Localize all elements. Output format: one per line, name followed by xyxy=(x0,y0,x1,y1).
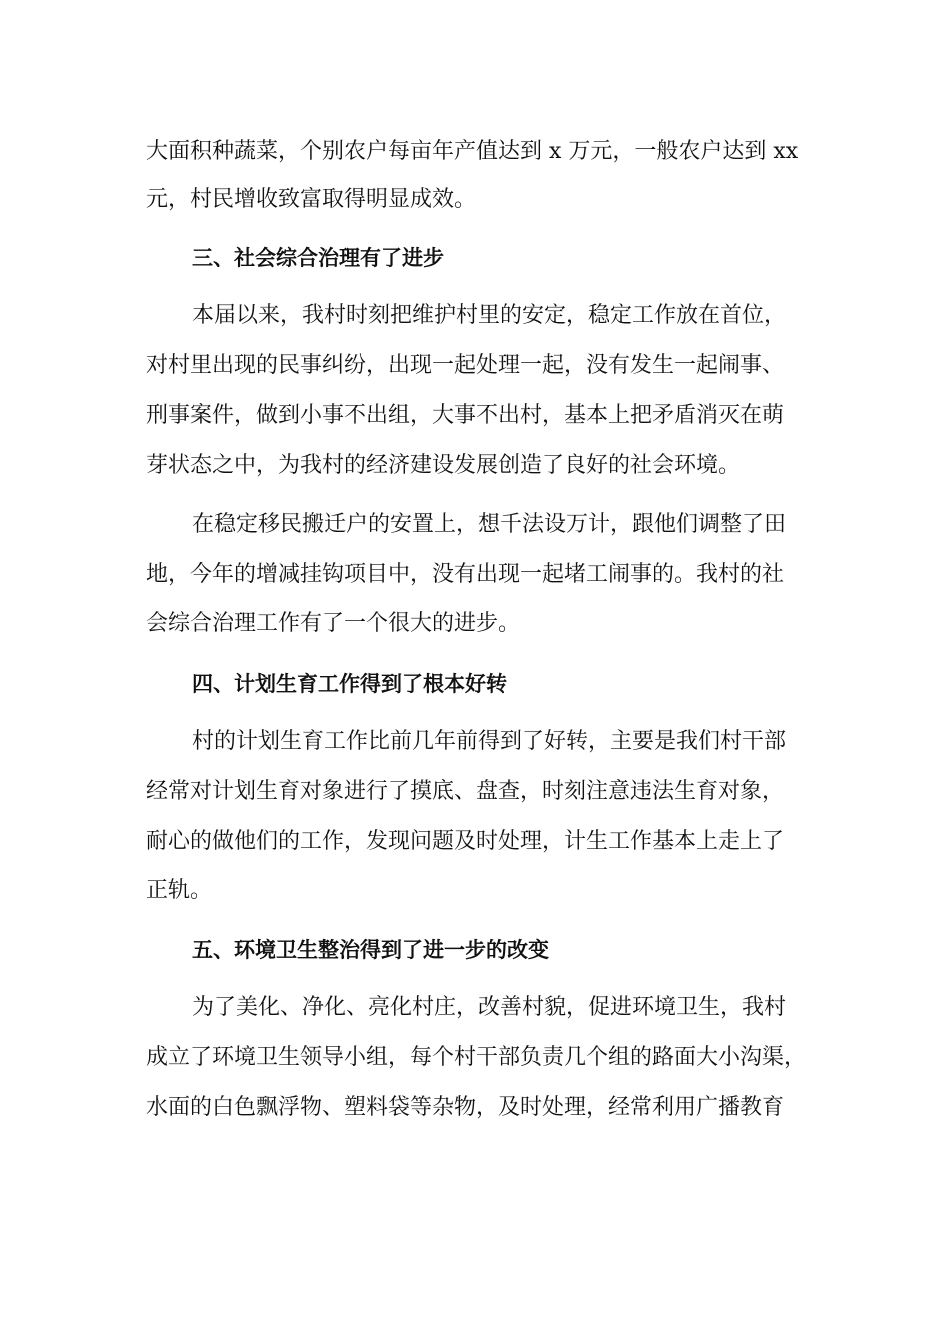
section-heading-3: 三、社会综合治理有了进步 xyxy=(192,246,444,270)
body-text-line: 元，村民增收致富取得明显成效。 xyxy=(146,187,477,212)
body-text-line: 在稳定移民搬迁户的安置上，想千法设万计，跟他们调整了田 xyxy=(192,512,787,537)
body-text-line: 经常对计划生育对象进行了摸底、盘查，时刻注意违法生育对象， xyxy=(146,779,785,804)
body-text-line: 本届以来，我村时刻把维护村里的安定，稳定工作放在首位， xyxy=(192,303,787,328)
body-text-line: 会综合治理工作有了一个很大的进步。 xyxy=(146,611,521,636)
section-heading-4: 四、计划生育工作得到了根本好转 xyxy=(192,672,507,696)
body-text-line: 水面的白色飘浮物、塑料袋等杂物，及时处理，经常利用广播教育 xyxy=(146,1095,785,1120)
body-text-line: 芽状态之中，为我村的经济建设发展创造了良好的社会环境。 xyxy=(146,453,741,478)
body-text-line: 刑事案件，做到小事不出组，大事不出村，基本上把矛盾消灭在萌 xyxy=(146,403,785,428)
body-text-line: 耐心的做他们的工作，发现问题及时处理，计生工作基本上走上了 xyxy=(146,829,785,854)
body-text-line: 地，今年的增减挂钩项目中，没有出现一起堵工闹事的。我村的社 xyxy=(146,562,785,587)
body-text-line: 大面积种蔬菜，个别农户每亩年产值达到 x 万元，一般农户达到 xx xyxy=(146,139,799,164)
body-text-line: 正轨。 xyxy=(146,878,213,903)
body-text-line: 成立了环境卫生领导小组，每个村干部负责几个组的路面大小沟渠， xyxy=(146,1045,807,1070)
body-text-line: 对村里出现的民事纠纷，出现一起处理一起，没有发生一起闹事、 xyxy=(146,353,785,378)
body-text-line: 为了美化、净化、亮化村庄，改善村貌，促进环境卫生，我村 xyxy=(192,995,787,1020)
section-heading-5: 五、环境卫生整治得到了进一步的改变 xyxy=(192,938,549,962)
body-text-line: 村的计划生育工作比前几年前得到了好转，主要是我们村干部 xyxy=(192,729,787,754)
